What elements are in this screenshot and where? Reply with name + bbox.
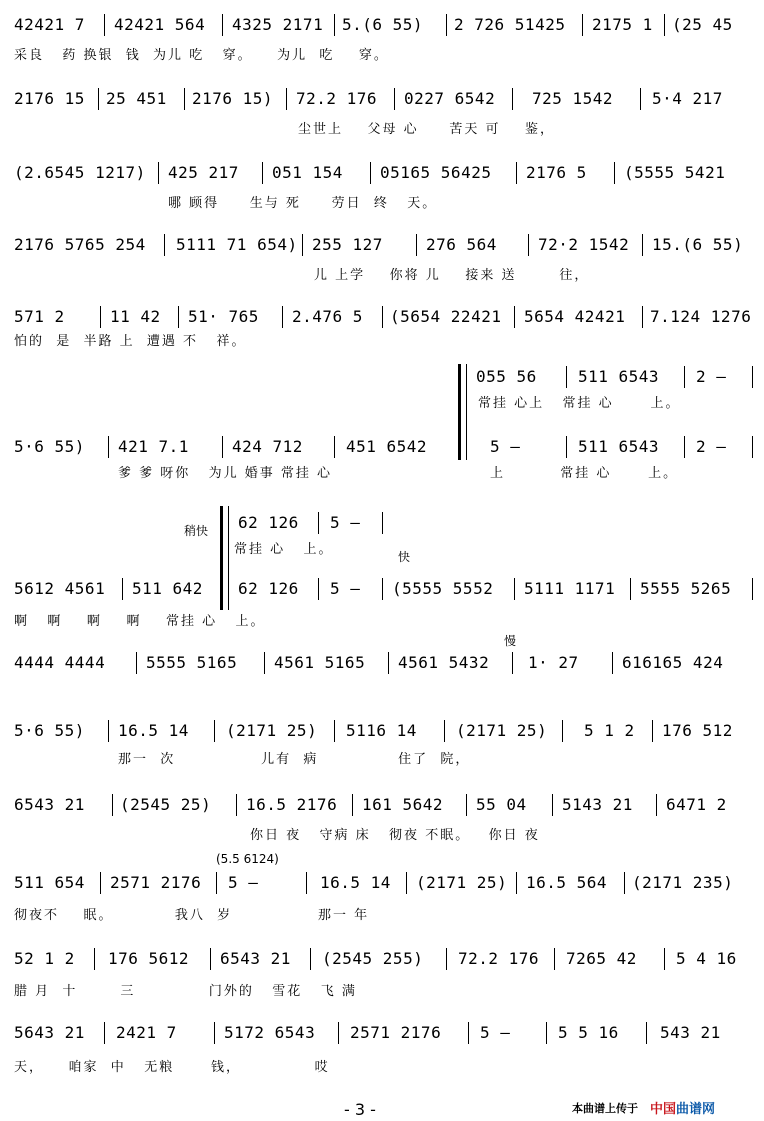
measure: 51· 765 (188, 307, 259, 326)
measure: (5654 22421 (390, 307, 502, 326)
barline (100, 306, 101, 328)
barline (334, 14, 335, 36)
measure: 5·4 217 (652, 89, 723, 108)
measure: 5 — (330, 513, 361, 532)
measure: 6543 21 (14, 795, 85, 814)
measure: (2545 255) (322, 949, 424, 968)
measure: 2 — (696, 367, 727, 386)
barline (468, 1022, 469, 1044)
barline (512, 652, 513, 674)
barline (136, 652, 137, 674)
barline (512, 88, 513, 110)
system-bracket (466, 364, 467, 460)
barline (210, 948, 211, 970)
measure: 16.5 2176 (246, 795, 338, 814)
measure: 543 21 (660, 1023, 721, 1042)
barline (222, 436, 223, 458)
measure: 2176 15) (192, 89, 274, 108)
barline (338, 1022, 339, 1044)
measure: 5172 6543 (224, 1023, 316, 1042)
barline (100, 872, 101, 894)
lyrics-line: 彻夜不 眠。 我八 岁 那一 年 (14, 908, 370, 923)
barline (382, 306, 383, 328)
barline (624, 872, 625, 894)
measure: 15.(6 55) (652, 235, 744, 254)
measure: 5643 21 (14, 1023, 85, 1042)
measure: 5111 1171 (524, 579, 616, 598)
barline (642, 234, 643, 256)
measure: 425 217 (168, 163, 239, 182)
barline (516, 872, 517, 894)
barline (664, 948, 665, 970)
page-number: - 3 - (344, 1100, 376, 1119)
measure: 05165 56425 (380, 163, 492, 182)
barline (264, 652, 265, 674)
measure: (5555 5421 (624, 163, 726, 182)
measure: 11 42 (110, 307, 161, 326)
barline (104, 14, 105, 36)
barline (104, 1022, 105, 1044)
measure: 5143 21 (562, 795, 633, 814)
measure: (25 45 (672, 15, 733, 34)
lyrics-line: 常挂 心上 常挂 心 上。 (478, 396, 681, 411)
barline (394, 88, 395, 110)
tempo-marking: 快 (398, 550, 411, 564)
barline (516, 162, 517, 184)
barline (752, 436, 753, 458)
barline (684, 436, 685, 458)
lyrics-line: 腊 月 十 三 门外的 雪花 飞 满 (14, 984, 357, 999)
measure: 5·6 55) (14, 721, 85, 740)
measure: 2571 2176 (110, 873, 202, 892)
barline (222, 14, 223, 36)
barline (158, 162, 159, 184)
measure: 2.476 5 (292, 307, 363, 326)
barline (528, 234, 529, 256)
site-logo-suffix: 曲谱网 (676, 1102, 716, 1117)
barline (286, 88, 287, 110)
barline (98, 88, 99, 110)
barline (318, 512, 319, 534)
barline (656, 794, 657, 816)
barline (646, 1022, 647, 1044)
site-logo (650, 1098, 715, 1117)
measure: 5·6 55) (14, 437, 85, 456)
measure: 511 642 (132, 579, 203, 598)
lyrics-line: 儿 上学 你将 儿 接来 送 往， (314, 268, 590, 283)
barline (612, 652, 613, 674)
lyrics-line: 哪 顾得 生与 死 劳日 终 天。 (168, 196, 438, 211)
barline (652, 720, 653, 742)
barline (216, 872, 217, 894)
measure: 5555 5165 (146, 653, 238, 672)
measure: 62 126 (238, 513, 299, 532)
footer-upload-text: 本曲谱上传于 (572, 1102, 638, 1115)
barline (554, 948, 555, 970)
barline (630, 578, 631, 600)
barline (302, 234, 303, 256)
barline (214, 720, 215, 742)
barline (388, 652, 389, 674)
measure: 2176 5 (526, 163, 587, 182)
lyrics-line: 啊 啊 啊 啊 常挂 心 上。 (14, 614, 266, 629)
measure: 5 1 2 (584, 721, 635, 740)
measure: 2571 2176 (350, 1023, 442, 1042)
lyrics-line: 那一 次 儿有 病 住了 院， (118, 752, 471, 767)
measure: 051 154 (272, 163, 343, 182)
tempo-marking: 慢 (504, 634, 517, 648)
barline (306, 872, 307, 894)
measure: 725 1542 (532, 89, 614, 108)
barline (184, 88, 185, 110)
measure: 16.5 564 (526, 873, 608, 892)
measure: 176 512 (662, 721, 733, 740)
barline (382, 512, 383, 534)
measure: 25 451 (106, 89, 167, 108)
measure: 5 — (490, 437, 521, 456)
measure: 4561 5432 (398, 653, 490, 672)
measure: 5654 42421 (524, 307, 626, 326)
measure: (2171 25) (416, 873, 508, 892)
measure: 2 — (696, 437, 727, 456)
measure: 176 5612 (108, 949, 190, 968)
measure: (2545 25) (120, 795, 212, 814)
barline (446, 948, 447, 970)
measure: 42421 564 (114, 15, 206, 34)
barline (318, 578, 319, 600)
barline (582, 14, 583, 36)
barline (566, 366, 567, 388)
measure: 16.5 14 (320, 873, 391, 892)
lyrics-line: 尘世上 父母 心 苦天 可 鉴， (298, 122, 555, 137)
measure: 62 126 (238, 579, 299, 598)
barline (334, 720, 335, 742)
measure: 6471 2 (666, 795, 727, 814)
barline (640, 88, 641, 110)
barline (382, 578, 383, 600)
barline (446, 14, 447, 36)
barline (642, 306, 643, 328)
barline (546, 1022, 547, 1044)
measure: 2175 1 (592, 15, 653, 34)
barline (562, 720, 563, 742)
barline (406, 872, 407, 894)
measure: 0227 6542 (404, 89, 496, 108)
measure: 52 1 2 (14, 949, 75, 968)
barline (108, 436, 109, 458)
measure: 424 712 (232, 437, 303, 456)
measure: 55 04 (476, 795, 527, 814)
barline (122, 578, 123, 600)
barline (310, 948, 311, 970)
measure: 616165 424 (622, 653, 724, 672)
measure: 5111 71 654) (176, 235, 298, 254)
measure: 276 564 (426, 235, 497, 254)
measure: 4561 5165 (274, 653, 366, 672)
barline (752, 366, 753, 388)
lyrics-line: 上 常挂 心 上。 (490, 466, 679, 481)
barline (444, 720, 445, 742)
measure: (5555 5552 (392, 579, 494, 598)
measure: 2176 5765 254 (14, 235, 146, 254)
measure: (2171 25) (226, 721, 318, 740)
ornament-marking: (5.5 6124) (216, 852, 279, 866)
measure: 5 — (480, 1023, 511, 1042)
barline (112, 794, 113, 816)
lyrics-line: 天， 咱家 中 无粮 钱， 哎 (14, 1060, 330, 1075)
lyrics-line: 爹 爹 呀你 为儿 婚事 常挂 心 (118, 466, 333, 481)
lyrics-line: 怕的 是 半路 上 遭遇 不 祥。 (14, 334, 247, 349)
measure: 7.124 1276 (650, 307, 752, 326)
measure: 72·2 1542 (538, 235, 630, 254)
barline (178, 306, 179, 328)
system-bracket (220, 506, 223, 610)
measure: 421 7.1 (118, 437, 189, 456)
barline (214, 1022, 215, 1044)
measure: (2171 235) (632, 873, 734, 892)
barline (552, 794, 553, 816)
barline (262, 162, 263, 184)
barline (236, 794, 237, 816)
barline (614, 162, 615, 184)
measure: 5116 14 (346, 721, 417, 740)
measure: 055 56 (476, 367, 537, 386)
measure: 2421 7 (116, 1023, 177, 1042)
measure: 5612 4561 (14, 579, 106, 598)
measure: 161 5642 (362, 795, 444, 814)
measure: 5 — (228, 873, 259, 892)
measure: 72.2 176 (296, 89, 378, 108)
measure: 16.5 14 (118, 721, 189, 740)
measure: 7265 42 (566, 949, 637, 968)
barline (684, 366, 685, 388)
barline (352, 794, 353, 816)
lyrics-line: 常挂 心 上。 (234, 542, 334, 557)
site-logo-prefix: 中国 (650, 1102, 677, 1117)
barline (108, 720, 109, 742)
measure: (2171 25) (456, 721, 548, 740)
barline (664, 14, 665, 36)
barline (164, 234, 165, 256)
measure: 4444 4444 (14, 653, 106, 672)
barline (466, 794, 467, 816)
barline (94, 948, 95, 970)
system-bracket (228, 506, 229, 610)
barline (370, 162, 371, 184)
measure: 511 654 (14, 873, 85, 892)
measure: 511 6543 (578, 437, 660, 456)
lyrics-line: 采良 药 换银 钱 为儿 吃 穿。 为儿 吃 穿。 (14, 48, 389, 63)
measure: 6543 21 (220, 949, 291, 968)
measure: 5.(6 55) (342, 15, 424, 34)
barline (566, 436, 567, 458)
measure: 451 6542 (346, 437, 428, 456)
barline (514, 306, 515, 328)
measure: 5555 5265 (640, 579, 732, 598)
system-bracket (458, 364, 461, 460)
barline (334, 436, 335, 458)
lyrics-line: 你日 夜 守病 床 彻夜 不眠。 你日 夜 (250, 828, 540, 843)
measure: 2176 15 (14, 89, 85, 108)
measure: 5 5 16 (558, 1023, 619, 1042)
measure: 571 2 (14, 307, 65, 326)
measure: 5 — (330, 579, 361, 598)
measure: 5 4 16 (676, 949, 737, 968)
tempo-marking: 稍快 (184, 524, 209, 538)
measure: 4325 2171 (232, 15, 324, 34)
barline (282, 306, 283, 328)
measure: (2.6545 1217) (14, 163, 146, 182)
barline (514, 578, 515, 600)
measure: 2 726 51425 (454, 15, 566, 34)
measure: 1· 27 (528, 653, 579, 672)
measure: 255 127 (312, 235, 383, 254)
barline (752, 578, 753, 600)
barline (416, 234, 417, 256)
measure: 511 6543 (578, 367, 660, 386)
measure: 42421 7 (14, 15, 85, 34)
measure: 72.2 176 (458, 949, 540, 968)
